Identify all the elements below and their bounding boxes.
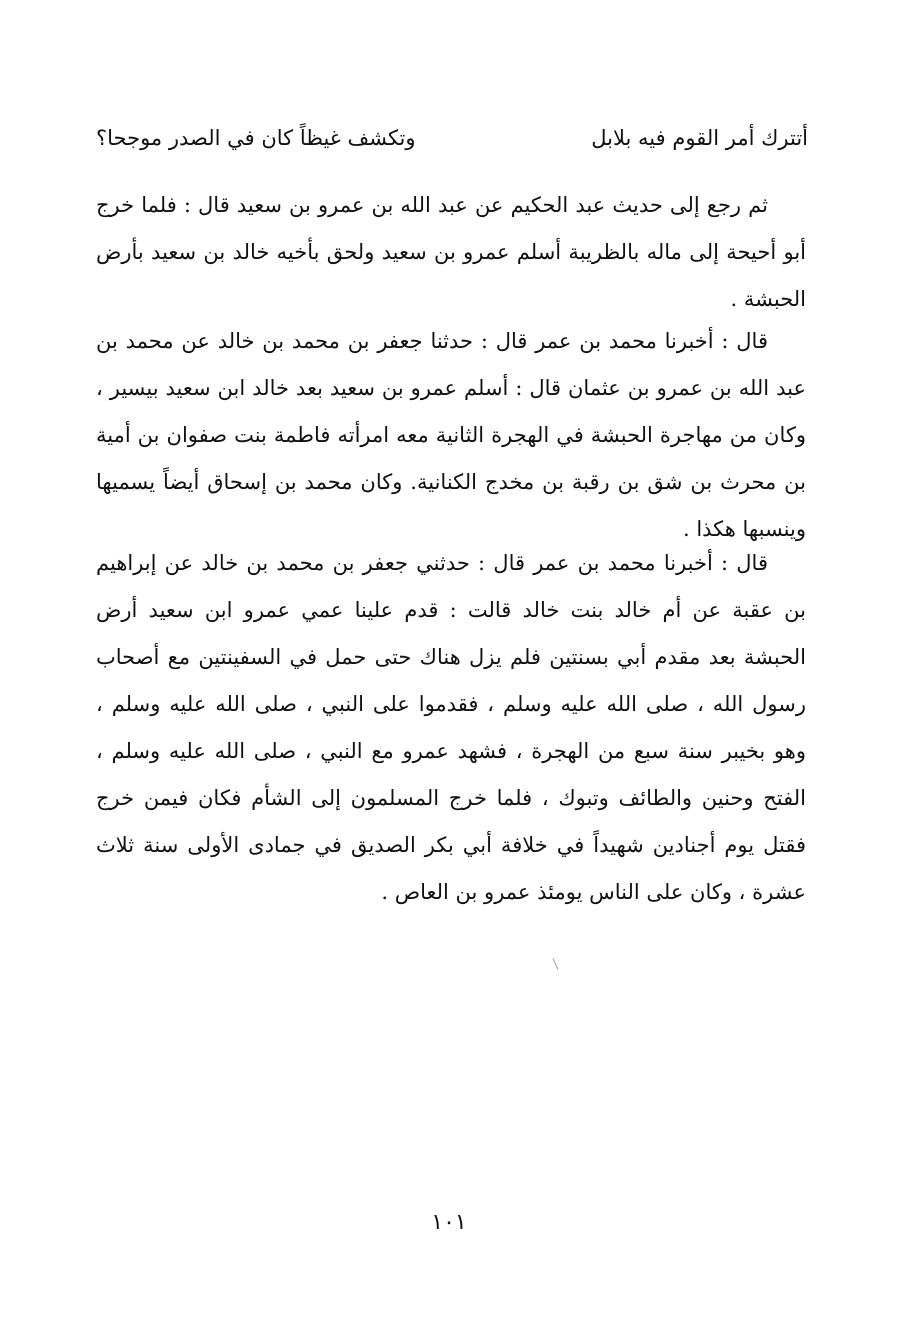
poem-verse: [96, 112, 808, 164]
paragraph-2: قال : أخبرنا محمد بن عمر قال : حدثنا جعفر بن محمد بن خالد عن محمد بن عبد الله بن عمرو بن عثمان قال : أسلم عمرو بن سعيد بعد خالد ابن سعيد بيسير ، وكان من مهاجرة الحبشة في الهجرة الثانية معه امرأته فاطمة بنت صفوان بن أمية بن محرث بن شق بن رقبة بن مخدج الكنانية. وكان محمد بن إسحاق أيضاً يسميها وينسبها هكذا .: [96, 329, 806, 541]
paper-speck: [553, 958, 559, 969]
page-number: ١٠١: [431, 1210, 467, 1235]
paragraph-1: ثم رجع إلى حديث عبد الحكيم عن عبد الله بن عمرو بن سعيد قال : فلما خرج أبو أحيحة إلى ماله بالظريبة أسلم عمرو بن سعيد ولحق بأخيه خالد بن سعيد بأرض الحبشة .: [96, 193, 806, 311]
verse-first-hemistich: أتترك أمر القوم فيه بلابل: [591, 126, 808, 150]
verse-second-hemistich: وتكشف غيظاً كان في الصدر موجحا؟: [96, 126, 416, 150]
paragraph-3: قال : أخبرنا محمد بن عمر قال : حدثني جعفر بن محمد بن خالد عن إبراهيم بن عقبة عن أم خالد بنت خالد قالت : قدم علينا عمي عمرو ابن سعيد أرض الحبشة بعد مقدم أبي بسنتين فلم يزل هناك حتى حمل في السفينتين مع أصحاب رسول الله ، صلى الله عليه وسلم ، فقدموا على النبي ، صلى الله عليه وسلم ، وهو بخيبر سنة سبع من الهجرة ، فشهد عمرو مع النبي ، صلى الله عليه وسلم ، الفتح وحنين والطائف وتبوك ، فلما خرج المسلمون إلى الشأم فكان فيمن خرج فقتل يوم أجنادين شهيداً في خلافة أبي بكر الصديق في جمادى الأولى سنة ثلاث عشرة ، وكان على الناس يومئذ عمرو بن العاص .: [96, 551, 806, 904]
